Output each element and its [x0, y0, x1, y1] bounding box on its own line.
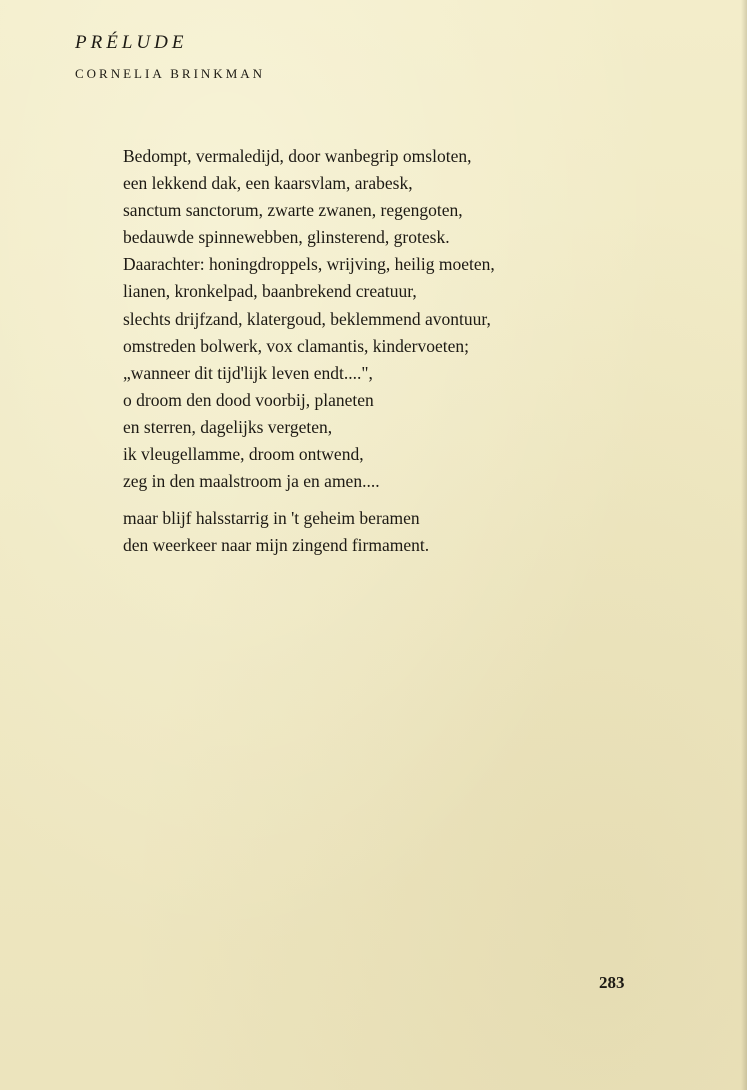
poem-author: CORNELIA BRINKMAN — [75, 66, 266, 81]
poem-line: een lekkend dak, een kaarsvlam, arabesk, — [123, 173, 413, 194]
poem-line: slechts drijfzand, klatergoud, beklemmend avontuur, — [123, 308, 491, 329]
poem-line: zeg in den maalstroom ja en amen.... — [123, 471, 380, 492]
page-edge-shadow — [741, 0, 747, 1090]
poem-line: en sterren, dagelijks vergeten, — [123, 416, 333, 437]
poem-line: maar blijf halsstarrig in 't geheim beramen — [123, 508, 420, 529]
poem-line: „wanneer dit tijd'lijk leven endt....", — [123, 362, 373, 383]
poem-line: sanctum sanctorum, zwarte zwanen, regengoten, — [123, 200, 463, 221]
page-number: 283 — [599, 973, 625, 992]
poem-line: Daarachter: honingdroppels, wrijving, heilig moeten, — [123, 254, 495, 275]
stanza-2 — [123, 505, 643, 559]
poem-line: ik vleugellamme, droom ontwend, — [123, 444, 364, 465]
poem-line: lianen, kronkelpad, baanbrekend creatuur, — [123, 281, 417, 302]
poem-body — [123, 143, 643, 559]
poem-line: o droom den dood voorbij, planeten — [123, 389, 374, 410]
poem-line: Bedompt, vermaledijd, door wanbegrip omsloten, — [123, 146, 472, 166]
poem-line: omstreden bolwerk, vox clamantis, kindervoeten; — [123, 335, 470, 356]
poem-line: den weerkeer naar mijn zingend firmament. — [123, 535, 430, 556]
stanza-1 — [123, 143, 643, 495]
poem-title: PRÉLUDE — [75, 32, 188, 53]
poem-line: bedauwde spinnewebben, glinsterend, grotesk. — [123, 227, 450, 248]
